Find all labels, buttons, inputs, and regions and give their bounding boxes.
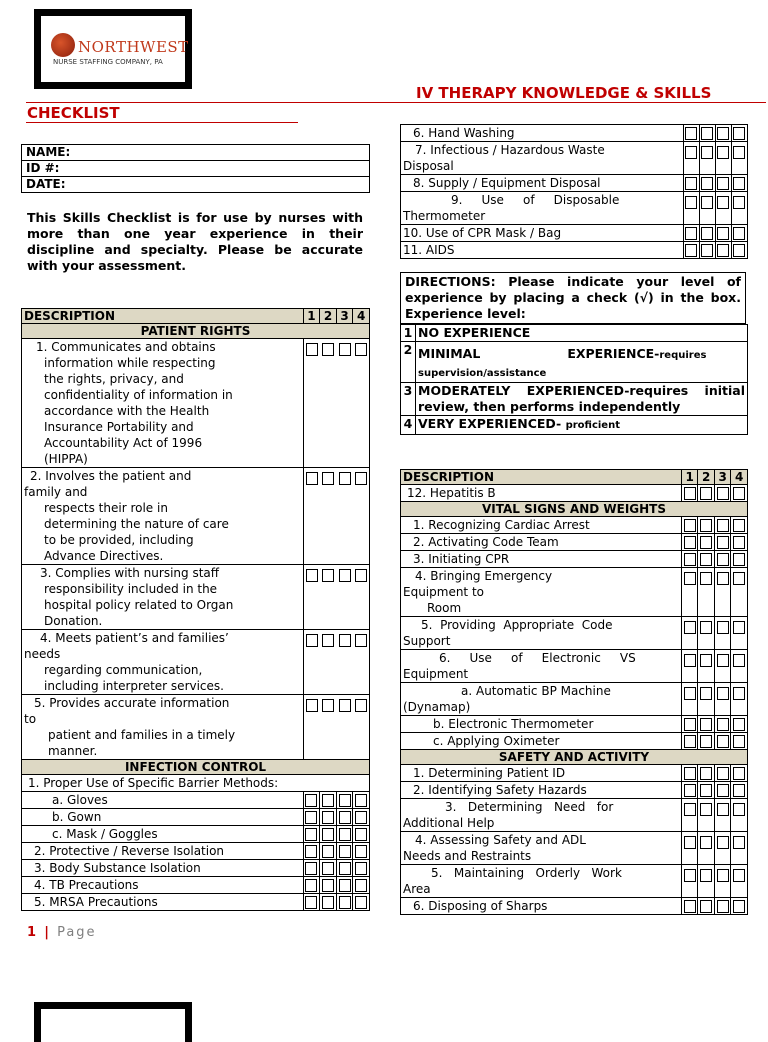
table-row: 2. Involves the patient and family and respects their role in determining the nature of care to be provided, including Advance Directives. <box>22 468 370 565</box>
checkbox[interactable] <box>339 828 351 841</box>
checkbox[interactable] <box>684 519 696 532</box>
logo-name: NORTHWEST <box>78 38 189 56</box>
checkbox[interactable] <box>355 879 367 892</box>
checkbox[interactable] <box>685 196 697 209</box>
section-patient-rights: PATIENT RIGHTS <box>22 324 370 339</box>
checkbox[interactable] <box>717 519 729 532</box>
checkbox[interactable] <box>701 146 713 159</box>
checkbox[interactable] <box>717 146 729 159</box>
checkbox[interactable] <box>339 343 351 356</box>
checkbox[interactable] <box>305 811 317 824</box>
company-logo-next-page <box>34 1002 192 1042</box>
checkbox[interactable] <box>717 487 729 500</box>
checkbox[interactable] <box>685 127 697 140</box>
checkbox[interactable] <box>684 621 696 634</box>
table-row: 4. TB Precautions <box>22 877 370 894</box>
checkbox[interactable] <box>684 836 696 849</box>
table-row: 1. Communicates and obtains information while respecting the rights, privacy, and confidentiality of information in accordance with the Health Insurance Portability and Accountability Act of 1996 (HIPPA) <box>22 339 370 468</box>
table-row: 9. Use of Disposable Thermometer <box>401 192 748 225</box>
checkbox[interactable] <box>700 784 712 797</box>
table-row: 8. Supply / Equipment Disposal <box>401 175 748 192</box>
checkbox[interactable] <box>305 879 317 892</box>
checkbox[interactable] <box>322 699 334 712</box>
checkbox[interactable] <box>355 845 367 858</box>
checkbox[interactable] <box>684 784 696 797</box>
checkbox[interactable] <box>700 487 712 500</box>
checkbox[interactable] <box>684 869 696 882</box>
col-1: 1 <box>303 309 320 324</box>
table-row: 4. Meets patient’s and families’ needs regarding communication, including interpreter services. <box>22 630 370 695</box>
table-row: 4. Assessing Safety and ADL Needs and Restraints <box>401 832 748 865</box>
col-description: DESCRIPTION <box>22 309 304 324</box>
table-row: 5. Providing Appropriate Code Support <box>401 617 748 650</box>
date-field[interactable]: DATE: <box>22 177 370 193</box>
checkbox[interactable] <box>700 553 712 566</box>
table-row: a. Automatic BP Machine (Dynamap) <box>401 683 748 716</box>
table-row: 2. Protective / Reverse Isolation <box>22 843 370 860</box>
checkbox[interactable] <box>733 803 745 816</box>
experience-levels <box>400 324 748 435</box>
checkbox[interactable] <box>733 900 745 913</box>
checkbox[interactable] <box>733 536 745 549</box>
checkbox[interactable] <box>700 767 712 780</box>
checkbox[interactable] <box>717 784 729 797</box>
checkbox[interactable] <box>355 569 367 582</box>
section-vital-signs: VITAL SIGNS AND WEIGHTS <box>401 502 748 517</box>
checkbox[interactable] <box>700 836 712 849</box>
table-row: 5. MRSA Precautions <box>22 894 370 911</box>
title-underline <box>26 122 298 123</box>
checkbox[interactable] <box>717 244 729 257</box>
table-row: 3. Body Substance Isolation <box>22 860 370 877</box>
checkbox[interactable] <box>322 569 334 582</box>
checkbox[interactable] <box>700 519 712 532</box>
checkbox[interactable] <box>717 803 729 816</box>
checkbox[interactable] <box>717 553 729 566</box>
table-row: 1. Determining Patient ID <box>401 765 748 782</box>
logo-emblem-icon <box>51 33 75 57</box>
checkbox[interactable] <box>306 699 318 712</box>
table-row: a. Gloves <box>22 792 370 809</box>
checkbox[interactable] <box>717 718 729 731</box>
checkbox[interactable] <box>355 862 367 875</box>
checkbox[interactable] <box>701 127 713 140</box>
logo-subtitle: NURSE STAFFING COMPANY, PA <box>53 58 163 66</box>
checkbox[interactable] <box>701 196 713 209</box>
checkbox[interactable] <box>733 784 745 797</box>
checkbox[interactable] <box>717 572 729 585</box>
checkbox[interactable] <box>700 572 712 585</box>
checkbox[interactable] <box>733 836 745 849</box>
directions-box: DIRECTIONS: Please indicate your level of experience by placing a check (√) in the box. Experience level: <box>400 272 746 324</box>
table-row: 12. Hepatitis B <box>401 485 748 502</box>
checkbox[interactable] <box>339 472 351 485</box>
section-infection-control: INFECTION CONTROL <box>22 760 370 775</box>
checkbox[interactable] <box>733 767 745 780</box>
table-row: b. Gown <box>22 809 370 826</box>
checkbox[interactable] <box>355 811 367 824</box>
checkbox[interactable] <box>700 803 712 816</box>
checklist-table-right <box>400 469 748 915</box>
checkbox[interactable] <box>339 634 351 647</box>
checkbox[interactable] <box>733 718 745 731</box>
checkbox[interactable] <box>685 227 697 240</box>
checkbox[interactable] <box>700 735 712 748</box>
checklist-table-right-top <box>400 124 748 259</box>
checkbox[interactable] <box>733 227 745 240</box>
checkbox[interactable] <box>717 621 729 634</box>
table-row: 10. Use of CPR Mask / Bag <box>401 225 748 242</box>
checkbox[interactable] <box>685 244 697 257</box>
name-field[interactable]: NAME: <box>22 145 370 161</box>
page-word: Page <box>57 925 97 940</box>
table-row: 3. Complies with nursing staff responsibility included in the hospital policy related to Organ Donation. <box>22 565 370 630</box>
checkbox[interactable] <box>355 343 367 356</box>
table-row: 3. Initiating CPR <box>401 551 748 568</box>
checkbox[interactable] <box>700 536 712 549</box>
table-row: 7. Infectious / Hazardous Waste Disposal <box>401 142 748 175</box>
table-row: 11. AIDS <box>401 242 748 259</box>
checkbox[interactable] <box>306 343 318 356</box>
checkbox[interactable] <box>733 687 745 700</box>
level-row: 3 MODERATELY EXPERIENCED-requires initial review, then performs independently <box>401 383 748 416</box>
checkbox[interactable] <box>684 572 696 585</box>
level-row: 1 NO EXPERIENCE <box>401 325 748 342</box>
checkbox[interactable] <box>733 146 745 159</box>
intro-text: This Skills Checklist is for use by nurses with more than one year experience in their discipline and specialty. Please be accurate with your assessment. <box>27 210 363 273</box>
checkbox[interactable] <box>306 634 318 647</box>
checkbox[interactable] <box>701 227 713 240</box>
checkbox[interactable] <box>700 869 712 882</box>
checkbox[interactable] <box>339 811 351 824</box>
identity-table <box>21 144 370 193</box>
col-2: 2 <box>698 470 715 485</box>
checkbox[interactable] <box>733 735 745 748</box>
checkbox[interactable] <box>339 569 351 582</box>
checkbox[interactable] <box>700 654 712 667</box>
checkbox[interactable] <box>733 127 745 140</box>
checkbox[interactable] <box>339 794 351 807</box>
checkbox[interactable] <box>684 553 696 566</box>
checkbox[interactable] <box>339 879 351 892</box>
checkbox[interactable] <box>306 569 318 582</box>
checkbox[interactable] <box>700 621 712 634</box>
checkbox[interactable] <box>322 845 334 858</box>
col-3: 3 <box>714 470 731 485</box>
checkbox[interactable] <box>684 767 696 780</box>
checkbox[interactable] <box>355 472 367 485</box>
level-row: 4 VERY EXPERIENCED- proficient <box>401 416 748 435</box>
checkbox[interactable] <box>305 845 317 858</box>
checkbox[interactable] <box>717 654 729 667</box>
document-title: IV THERAPY KNOWLEDGE & SKILLS <box>416 84 712 102</box>
page-separator: | <box>44 925 51 940</box>
checkbox[interactable] <box>717 177 729 190</box>
checkbox[interactable] <box>339 699 351 712</box>
checkbox[interactable] <box>305 794 317 807</box>
checkbox[interactable] <box>717 900 729 913</box>
checkbox[interactable] <box>355 699 367 712</box>
section-safety-activity: SAFETY AND ACTIVITY <box>401 750 748 765</box>
table-row: 2. Identifying Safety Hazards <box>401 782 748 799</box>
table-row: 1. Recognizing Cardiac Arrest <box>401 517 748 534</box>
checkbox[interactable] <box>322 896 334 909</box>
level-row: 2 MINIMAL EXPERIENCE-requires supervision/assistance <box>401 342 748 383</box>
table-row: 3. Determining Need for Additional Help <box>401 799 748 832</box>
table-row: 4. Bringing Emergency Equipment to Room <box>401 568 748 617</box>
table-row: 5. Provides accurate information to patient and families in a timely manner. <box>22 695 370 760</box>
checkbox[interactable] <box>733 487 745 500</box>
checkbox[interactable] <box>306 472 318 485</box>
checkbox[interactable] <box>684 900 696 913</box>
checkbox[interactable] <box>733 621 745 634</box>
checkbox[interactable] <box>355 634 367 647</box>
checkbox[interactable] <box>355 896 367 909</box>
table-row: 6. Use of Electronic VS Equipment <box>401 650 748 683</box>
checkbox[interactable] <box>322 879 334 892</box>
checkbox[interactable] <box>700 718 712 731</box>
checkbox[interactable] <box>701 244 713 257</box>
checkbox[interactable] <box>322 343 334 356</box>
checkbox[interactable] <box>322 828 334 841</box>
checkbox[interactable] <box>684 654 696 667</box>
checkbox[interactable] <box>339 862 351 875</box>
checkbox[interactable] <box>339 896 351 909</box>
col-4: 4 <box>731 470 748 485</box>
checkbox[interactable] <box>717 227 729 240</box>
checkbox[interactable] <box>685 146 697 159</box>
checkbox[interactable] <box>733 196 745 209</box>
checkbox[interactable] <box>717 196 729 209</box>
checkbox[interactable] <box>701 177 713 190</box>
col-description: DESCRIPTION <box>401 470 682 485</box>
checkbox[interactable] <box>700 900 712 913</box>
checkbox[interactable] <box>322 862 334 875</box>
table-row: 5. Maintaining Orderly Work Area <box>401 865 748 898</box>
company-logo <box>34 9 192 89</box>
page-footer <box>27 925 97 940</box>
checkbox[interactable] <box>684 735 696 748</box>
checkbox[interactable] <box>305 896 317 909</box>
checkbox[interactable] <box>733 869 745 882</box>
checkbox[interactable] <box>322 811 334 824</box>
table-row: 6. Hand Washing <box>401 125 748 142</box>
checkbox[interactable] <box>322 634 334 647</box>
document-title-cont: CHECKLIST <box>27 104 120 122</box>
checkbox[interactable] <box>355 794 367 807</box>
table-row: 6. Disposing of Sharps <box>401 898 748 915</box>
id-field[interactable]: ID #: <box>22 161 370 177</box>
col-1: 1 <box>681 470 698 485</box>
page-number: 1 <box>27 925 39 940</box>
checkbox[interactable] <box>717 767 729 780</box>
checkbox[interactable] <box>733 519 745 532</box>
table-row: 1. Proper Use of Specific Barrier Methods: <box>22 775 370 792</box>
col-4: 4 <box>353 309 370 324</box>
checkbox[interactable] <box>305 862 317 875</box>
col-2: 2 <box>320 309 337 324</box>
checkbox[interactable] <box>717 836 729 849</box>
table-row: 2. Activating Code Team <box>401 534 748 551</box>
checklist-table-left <box>21 308 370 911</box>
col-3: 3 <box>336 309 353 324</box>
checkbox[interactable] <box>733 244 745 257</box>
title-divider <box>26 102 766 103</box>
checkbox[interactable] <box>717 127 729 140</box>
checkbox[interactable] <box>684 487 696 500</box>
table-row: c. Mask / Goggles <box>22 826 370 843</box>
checkbox[interactable] <box>322 472 334 485</box>
checkbox[interactable] <box>733 572 745 585</box>
checkbox[interactable] <box>717 536 729 549</box>
table-row: b. Electronic Thermometer <box>401 716 748 733</box>
checkbox[interactable] <box>355 828 367 841</box>
checkbox[interactable] <box>717 869 729 882</box>
checkbox[interactable] <box>684 718 696 731</box>
checkbox[interactable] <box>684 687 696 700</box>
checkbox[interactable] <box>733 654 745 667</box>
checkbox[interactable] <box>322 794 334 807</box>
checkbox[interactable] <box>717 687 729 700</box>
checkbox[interactable] <box>684 803 696 816</box>
checkbox[interactable] <box>733 553 745 566</box>
checkbox[interactable] <box>700 687 712 700</box>
checkbox[interactable] <box>685 177 697 190</box>
checkbox[interactable] <box>339 845 351 858</box>
checkbox[interactable] <box>305 828 317 841</box>
checkbox[interactable] <box>717 735 729 748</box>
table-row: c. Applying Oximeter <box>401 733 748 750</box>
checkbox[interactable] <box>684 536 696 549</box>
checkbox[interactable] <box>733 177 745 190</box>
